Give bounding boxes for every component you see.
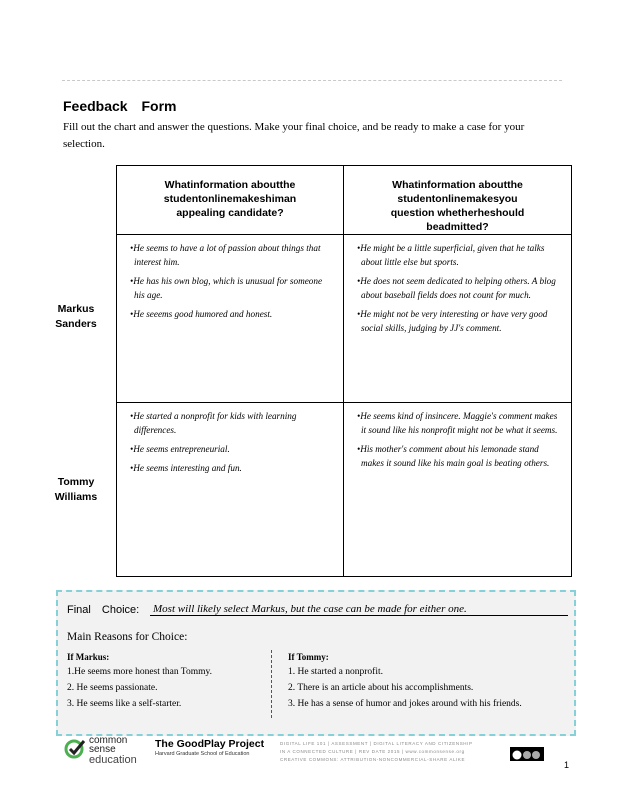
list-item: •He seems interesting and fun. xyxy=(130,463,242,473)
final-choice-label: Final Choice: xyxy=(67,604,140,616)
main-reasons-label: Main Reasons for Choice: xyxy=(67,631,188,643)
row-label-last: Sanders xyxy=(55,318,97,330)
goodplay-subtitle: Harvard Graduate School of Education xyxy=(155,751,250,757)
header-text: Whatinformation aboutthe studentonlinemakeshiman appealing candidate? xyxy=(163,179,297,219)
footer-fine-line3: CREATIVE COMMONS: ATTRIBUTION-NONCOMMERCIAL-SHARE ALIKE xyxy=(280,757,466,762)
tommy-positives-list xyxy=(117,403,343,475)
col-header-concerns xyxy=(344,166,572,235)
list-item: •He does not seem dedicated to helping others. A blog about baseball fields does not count for much. xyxy=(357,276,556,300)
row-label-first: Markus xyxy=(57,303,95,315)
markus-positives-list xyxy=(117,235,343,321)
reasons-divider xyxy=(271,650,272,718)
footer-fine-line1: DIGITAL LIFE 101 | ASSESSMENT | DIGITAL LITERACY AND CITIZENSHIP xyxy=(280,741,473,746)
row-label-markus xyxy=(36,302,116,332)
header-text: Whatinformation aboutthe studentonlinemakesyou question whetherheshould beadmitted? xyxy=(390,179,525,233)
cc-badge-icon xyxy=(511,749,543,761)
feedback-table xyxy=(116,165,572,577)
list-item: 1. He started a nonprofit. xyxy=(288,667,383,677)
list-item: •He seems entrepreneurial. xyxy=(130,444,230,454)
list-item: •He seeems good humored and honest. xyxy=(130,309,273,319)
markus-positives-cell xyxy=(117,235,344,403)
row-label-tommy xyxy=(36,475,116,505)
page-number: 1 xyxy=(564,760,570,770)
list-item: 3. He seems like a self-starter. xyxy=(67,699,182,709)
tommy-positives-cell xyxy=(117,403,344,577)
list-item: 2. He seems passionate. xyxy=(67,683,158,693)
final-choice-value: Most will likely select Markus, but the case can be made for either one. xyxy=(150,603,568,616)
list-item: •He has his own blog, which is unusual for someone his age. xyxy=(130,276,323,300)
tommy-reasons-heading: If Tommy: xyxy=(288,652,329,662)
list-item: 3. He has a sense of humor and jokes around with his friends. xyxy=(288,699,522,709)
footer-fine-line2: IN A CONNECTED CULTURE | REV DATE 2015 | www.commonsense.org xyxy=(280,749,465,754)
check-circle-icon xyxy=(64,738,86,760)
row-label-last: Williams xyxy=(54,491,98,503)
list-item: 2. There is an article about his accomplishments. xyxy=(288,683,474,693)
goodplay-title: The GoodPlay Project xyxy=(155,738,265,750)
row-label-first: Tommy xyxy=(57,476,95,488)
list-item: 1.He seems more honest than Tommy. xyxy=(67,667,212,677)
creative-commons-icon xyxy=(510,747,544,761)
col-header-appealing xyxy=(117,166,344,235)
instructions: Fill out the chart and answer the questions. Make your final choice, and be ready to make a case for your selection. xyxy=(63,121,525,150)
list-item: •His mother's comment about his lemonade stand makes it sound like his main goal is beating others. xyxy=(357,444,550,468)
logo-line3: education xyxy=(89,754,137,766)
tommy-reasons xyxy=(288,652,573,712)
tommy-concerns-cell xyxy=(344,403,572,577)
list-item: •He started a nonprofit for kids with learning differences. xyxy=(130,411,297,435)
markus-reasons xyxy=(67,652,267,712)
logo-line1: common xyxy=(89,735,128,746)
list-item: •He seems to have a lot of passion about things that interest him. xyxy=(130,243,321,267)
list-item: •He might be a little superficial, given that he talks about little else but sports. xyxy=(357,243,545,267)
top-divider xyxy=(62,80,562,81)
list-item: •He might not be very interesting or have very good social skills, judging by JJ's comment. xyxy=(357,309,548,333)
logo-line2: sense xyxy=(89,744,116,755)
markus-reasons-heading: If Markus: xyxy=(67,652,110,662)
tommy-concerns-list xyxy=(344,403,571,470)
markus-concerns-cell xyxy=(344,235,572,403)
page-title: Feedback Form xyxy=(63,98,177,114)
markus-concerns-list xyxy=(344,235,571,335)
list-item: •He seems kind of insincere. Maggie's comment makes it sound like his nonprofit might not be what it seems. xyxy=(357,411,558,435)
